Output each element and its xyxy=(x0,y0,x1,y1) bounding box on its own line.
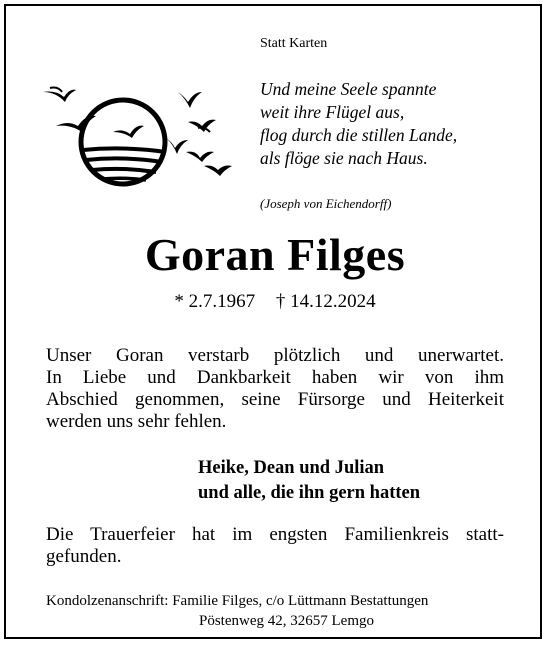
funeral-notice xyxy=(46,524,504,568)
funeral-line: gefunden. xyxy=(46,546,122,567)
message-line: Unser Goran verstarb plötzlich und unerwartet. xyxy=(46,345,504,366)
poem-attribution: (Joseph von Eichendorff) xyxy=(260,196,392,211)
message-text xyxy=(46,345,504,433)
poem xyxy=(260,78,457,170)
condolence-address xyxy=(46,591,428,631)
signer-line: Heike, Dean und Julian xyxy=(198,458,385,478)
condolence-line: Pöstenweg 42, 32657 Lemgo xyxy=(199,613,374,629)
death-date: † 14.12.2024 xyxy=(275,291,376,312)
life-dates xyxy=(0,291,550,313)
header-text: Statt Karten xyxy=(260,36,328,51)
poem-line: als flöge sie nach Haus. xyxy=(260,148,428,168)
poem-line: weit ihre Flügel aus, xyxy=(260,102,405,122)
birth-date: * 2.7.1967 xyxy=(174,291,256,312)
deceased-name: Goran Filges xyxy=(144,229,406,280)
poem-line: Und meine Seele spannte xyxy=(260,79,437,99)
message-line: In Liebe und Dankbarkeit haben wir von ihm xyxy=(46,367,504,388)
signer-line: und alle, die ihn gern hatten xyxy=(198,483,421,503)
poem-line: flog durch die stillen Lande, xyxy=(260,125,458,145)
message-line: Abschied genommen, seine Fürsorge und Heiterkeit xyxy=(46,389,504,410)
moon-and-birds-icon xyxy=(38,80,248,195)
signers xyxy=(198,456,420,506)
condolence-line: Kondolzenanschrift: Familie Filges, c/o Lüttmann Bestattungen xyxy=(46,593,429,609)
funeral-line: Die Trauerfeier hat im engsten Familienkreis statt- xyxy=(46,524,504,545)
message-line: werden uns sehr fehlen. xyxy=(46,411,227,432)
